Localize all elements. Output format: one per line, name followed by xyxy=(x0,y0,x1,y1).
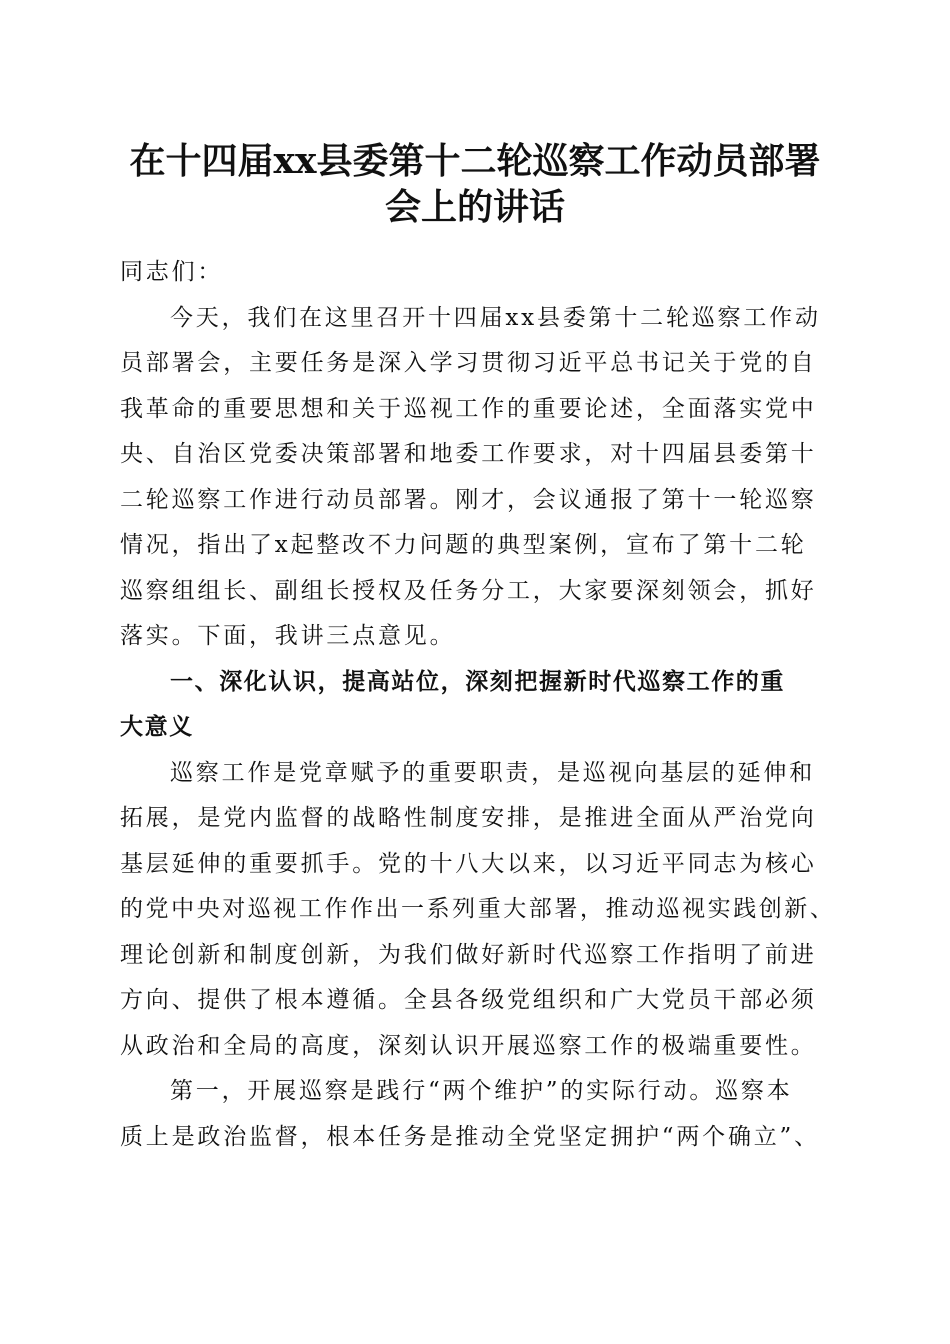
paragraph-line: 巡察组组长、副组长授权及任务分工，大家要深刻领会，抓好 xyxy=(120,577,817,604)
paragraph-line: 今天，我们在这里召开十四届xx县委第十二轮巡察工作动 xyxy=(170,304,821,331)
section-heading-line: 大意义 xyxy=(120,714,194,740)
paragraph-line: 我革命的重要思想和关于巡视工作的重要论述，全面落实党中 xyxy=(120,395,817,422)
title-line-2: 会上的讲话 xyxy=(384,186,565,228)
paragraph-line: 的党中央对巡视工作作出一系列重大部署，推动巡视实践创新、 xyxy=(120,896,836,922)
paragraph-line: 方向、提供了根本遵循。全县各级党组织和广大党员干部必须 xyxy=(120,987,817,1013)
paragraph-line: 员部署会，主要任务是深入学习贯彻习近平总书记关于党的自 xyxy=(120,350,817,376)
paragraph-line: 第一，开展巡察是践行“两个维护”的实际行动。巡察本 xyxy=(170,1078,793,1104)
title-line-1: 在十四届xx县委第十二轮巡察工作动员部署 xyxy=(129,140,821,182)
speech-body xyxy=(120,250,836,1160)
paragraph-line: 落实。下面，我讲三点意见。 xyxy=(120,623,456,649)
paragraph-line: 质上是政治监督，根本任务是推动全党坚定拥护“两个确立”、 xyxy=(120,1123,820,1150)
paragraph-line: 巡察工作是党章赋予的重要职责，是巡视向基层的延伸和 xyxy=(170,759,815,786)
paragraph-line: 央、自治区党委决策部署和地委工作要求，对十四届县委第十 xyxy=(120,441,817,467)
section-heading-line: 一、深化认识，提高站位，深刻把握新时代巡察工作的重 xyxy=(170,668,785,695)
paragraph-line: 拓展，是党内监督的战略性制度安排，是推进全面从严治党向 xyxy=(120,805,817,831)
paragraph-line: 情况，指出了x起整改不力问题的典型案例，宣布了第十二轮 xyxy=(120,532,807,558)
paragraph-line: 从政治和全局的高度，深刻认识开展巡察工作的极端重要性。 xyxy=(120,1032,817,1059)
paragraph-line: 基层延伸的重要抓手。党的十八大以来，以习近平同志为核心 xyxy=(120,850,817,877)
page-title xyxy=(100,138,850,230)
paragraph-line: 二轮巡察工作进行动员部署。刚才，会议通报了第十一轮巡察 xyxy=(120,486,817,513)
paragraph-line: 理论创新和制度创新，为我们做好新时代巡察工作指明了前进 xyxy=(120,941,817,968)
paragraph-line: 同志们： xyxy=(120,259,224,285)
